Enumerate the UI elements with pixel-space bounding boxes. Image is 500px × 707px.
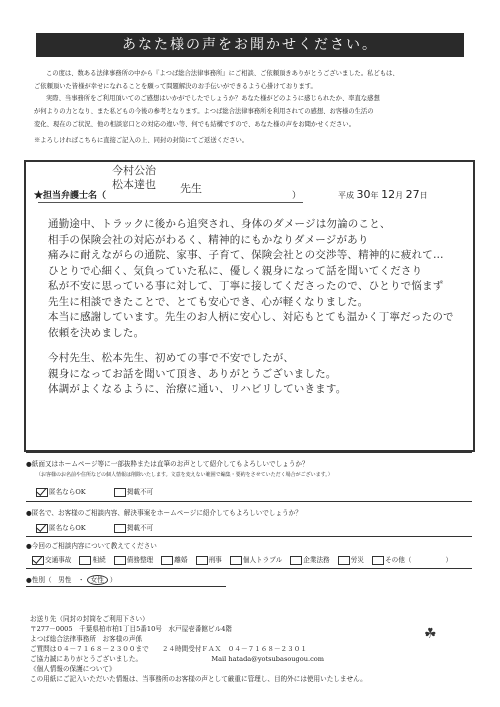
option-label: 相続 [92,556,106,564]
footer-line: お送り先（同封の封筒をご利用下さい） [30,615,149,623]
option-label: 刑事 [208,556,222,564]
date-era: 平成 [338,191,354,200]
comment-line: 依頼を決めました。 [48,326,145,339]
footer-line: ご質問は０４－７１６８－２３００まで ２４時間受付ＦＡＸ ０４－７１６８－２３０１ [30,645,307,653]
handwritten-comment [48,217,468,398]
option-label: 交通事故 [45,556,72,564]
comment-line: 相手の保険会社の対応がわるく、精神的にもかなりダメージがあり [48,233,369,246]
footer-line: 〒277－0005 千葉県柏市柏1丁目5番10号 水戸屋壱番館ビル4階 [30,625,232,633]
option-label: その他（ [385,556,412,564]
comment-line: 本当に感謝しています。先生のお人柄に安心し、対応もとても温かく丁寧だったので [48,311,454,323]
option-label: 離婚 [174,556,188,564]
divider [26,568,472,569]
inheritance-checkbox[interactable] [79,556,91,565]
option-label: 掲載不可 [126,488,154,496]
criminal-checkbox[interactable] [196,556,208,565]
not-allowed-checkbox[interactable] [114,524,126,533]
option-label: 個人トラブル [242,556,283,564]
intro-line: 変化、現在のご状況、他の相談窓口との対応の違い等、何でも結構ですので、あなた様の声をお聞かせください。 [34,120,356,128]
date-field [338,188,428,201]
divider [26,452,472,453]
question-publish: ●紙面又はホームページ等に一部抜粋または直筆のお声として紹介してもよろしいでしょうか？ [26,460,309,468]
intro-line: ご依頼頂いた皆様が幸せになれることを願って問題解決のお手伝いができるよう心掛けております。 [34,82,317,90]
date-month-label: 月 [395,191,404,200]
date-day: 27 [405,188,420,201]
other-checkbox[interactable] [372,556,384,565]
comment-line: 先生に相談できたことで、とても安心でき、心が軽くなりました。 [48,295,369,308]
corporate-checkbox[interactable] [290,556,302,565]
divorce-checkbox[interactable] [161,556,173,565]
gender-label: ●性別（ 男性 ・ [26,576,85,584]
footer-line: ご協力誠にありがとうございました。 Mail hatada@yotsubasougou.com [30,655,325,663]
lawyer-names [112,164,156,192]
comment-line: 痛みに耐えながらの通院、家事、子育て、保険会社との交渉等、精神的に疲れて… [48,249,444,261]
question-consult-type: ●今回のご相談内容について教えてください [26,542,157,550]
comment-line: 親身になってお話を聞いて頂き、ありがとうございました。 [48,367,337,380]
female-option[interactable]: 女性 [87,575,108,585]
intro-line: 実際、当事務所をご利用頂いてのご感想はいかがでしたでしょうか？あなた様がどのように感じられたか、率直な感想 [46,95,380,103]
instruction-note: ※よろしければこちらに直接ご記入の上、同封の封筒にてご返送ください。 [34,137,249,144]
question-case-publish: ●匿名で、お客様のご相談内容、解決事案をホームページに紹介してもよろしいでしょうか？ [26,509,302,517]
divider [26,586,226,587]
comment-line: ひとりで心細く、気負っていた私に、優しく親身になって話を聞いてくださり [48,264,423,277]
not-allowed-checkbox[interactable] [114,488,126,497]
date-year-label: 年 [370,191,379,200]
comment-line: 体調がよくなるように、治療に通い、リハビリしていきます。 [48,383,347,395]
lawyer-label-close: ） [292,191,302,201]
divider [26,501,472,502]
option-label: 掲載不可 [126,524,154,532]
intro-line: この度は、数ある法律事務所の中から『よつば総合法律事務所』にご相談、ご依頼頂きありがとうございました。私どもは、 [46,70,399,77]
date-month: 12 [381,188,396,201]
comment-line: 通勤途中、トラックに後から追突され、身体のダメージは勿論のこと、 [48,218,391,230]
contact-footer [30,614,470,684]
traffic-accident-checkbox[interactable] [32,556,44,565]
card-header [30,164,468,206]
sensei-suffix: 先生 [180,182,202,195]
option-label: 企業法務 [303,556,330,564]
work-injury-checkbox[interactable] [338,556,350,565]
name-underline [38,202,303,203]
comment-line: 私が不安に思っている事に対して、丁寧に接してくださったので、ひとりで悩まず [48,280,444,292]
question-publish-note: （お客様のお名前や住所などの個人情報は削除いたします。文意を変えない範囲で編集・要約をさせていただく場合がございます。） [36,472,333,478]
personal-trouble-checkbox[interactable] [230,556,242,565]
comment-card [24,160,475,452]
intro-line: が何よりの力となり、また私どもの今後の参考となります。よつば総合法律事務所を利用されての感想、お客様の生活の [34,108,374,116]
gender-close: ） [109,576,117,584]
lawyer-label: ★担当弁護士名（ [34,191,107,201]
option-label: 労災 [350,556,364,564]
footer-line: この用紙にご記入いただいた情報は、当事務所のお客様の声として厳重に管理し、目的外には使用いたしません。 [30,675,367,683]
debt-checkbox[interactable] [114,556,126,565]
intro-text [34,68,472,132]
case-publish-options [36,522,179,533]
option-close: ） [445,556,453,564]
option-label: 匿名ならOK [49,488,86,496]
option-label: 匿名ならOK [49,524,86,532]
footer-line: 《個人情報の保護について》 [30,665,116,673]
publish-options [36,486,179,497]
date-day-label: 日 [419,191,428,200]
four-leaf-clover-icon: ☘ [424,626,437,642]
page-banner: あなた様の声をお聞かせください。 [36,33,464,57]
anonymous-ok-checkbox[interactable] [36,524,48,533]
anonymous-ok-checkbox[interactable] [36,488,48,497]
lawyer-name: 今村公治 [112,164,156,177]
comment-line: 今村先生、松本先生、初めての事で不安でしたが、 [48,352,295,364]
question-gender [26,574,117,584]
footer-line: よつば総合法律事務所 お客様の声係 [30,635,143,643]
date-year: 30 [356,188,371,201]
consult-type-options [32,554,452,565]
divider [26,536,472,537]
option-label: 債務整理 [126,556,154,564]
lawyer-name: 松本達也 [112,178,156,191]
